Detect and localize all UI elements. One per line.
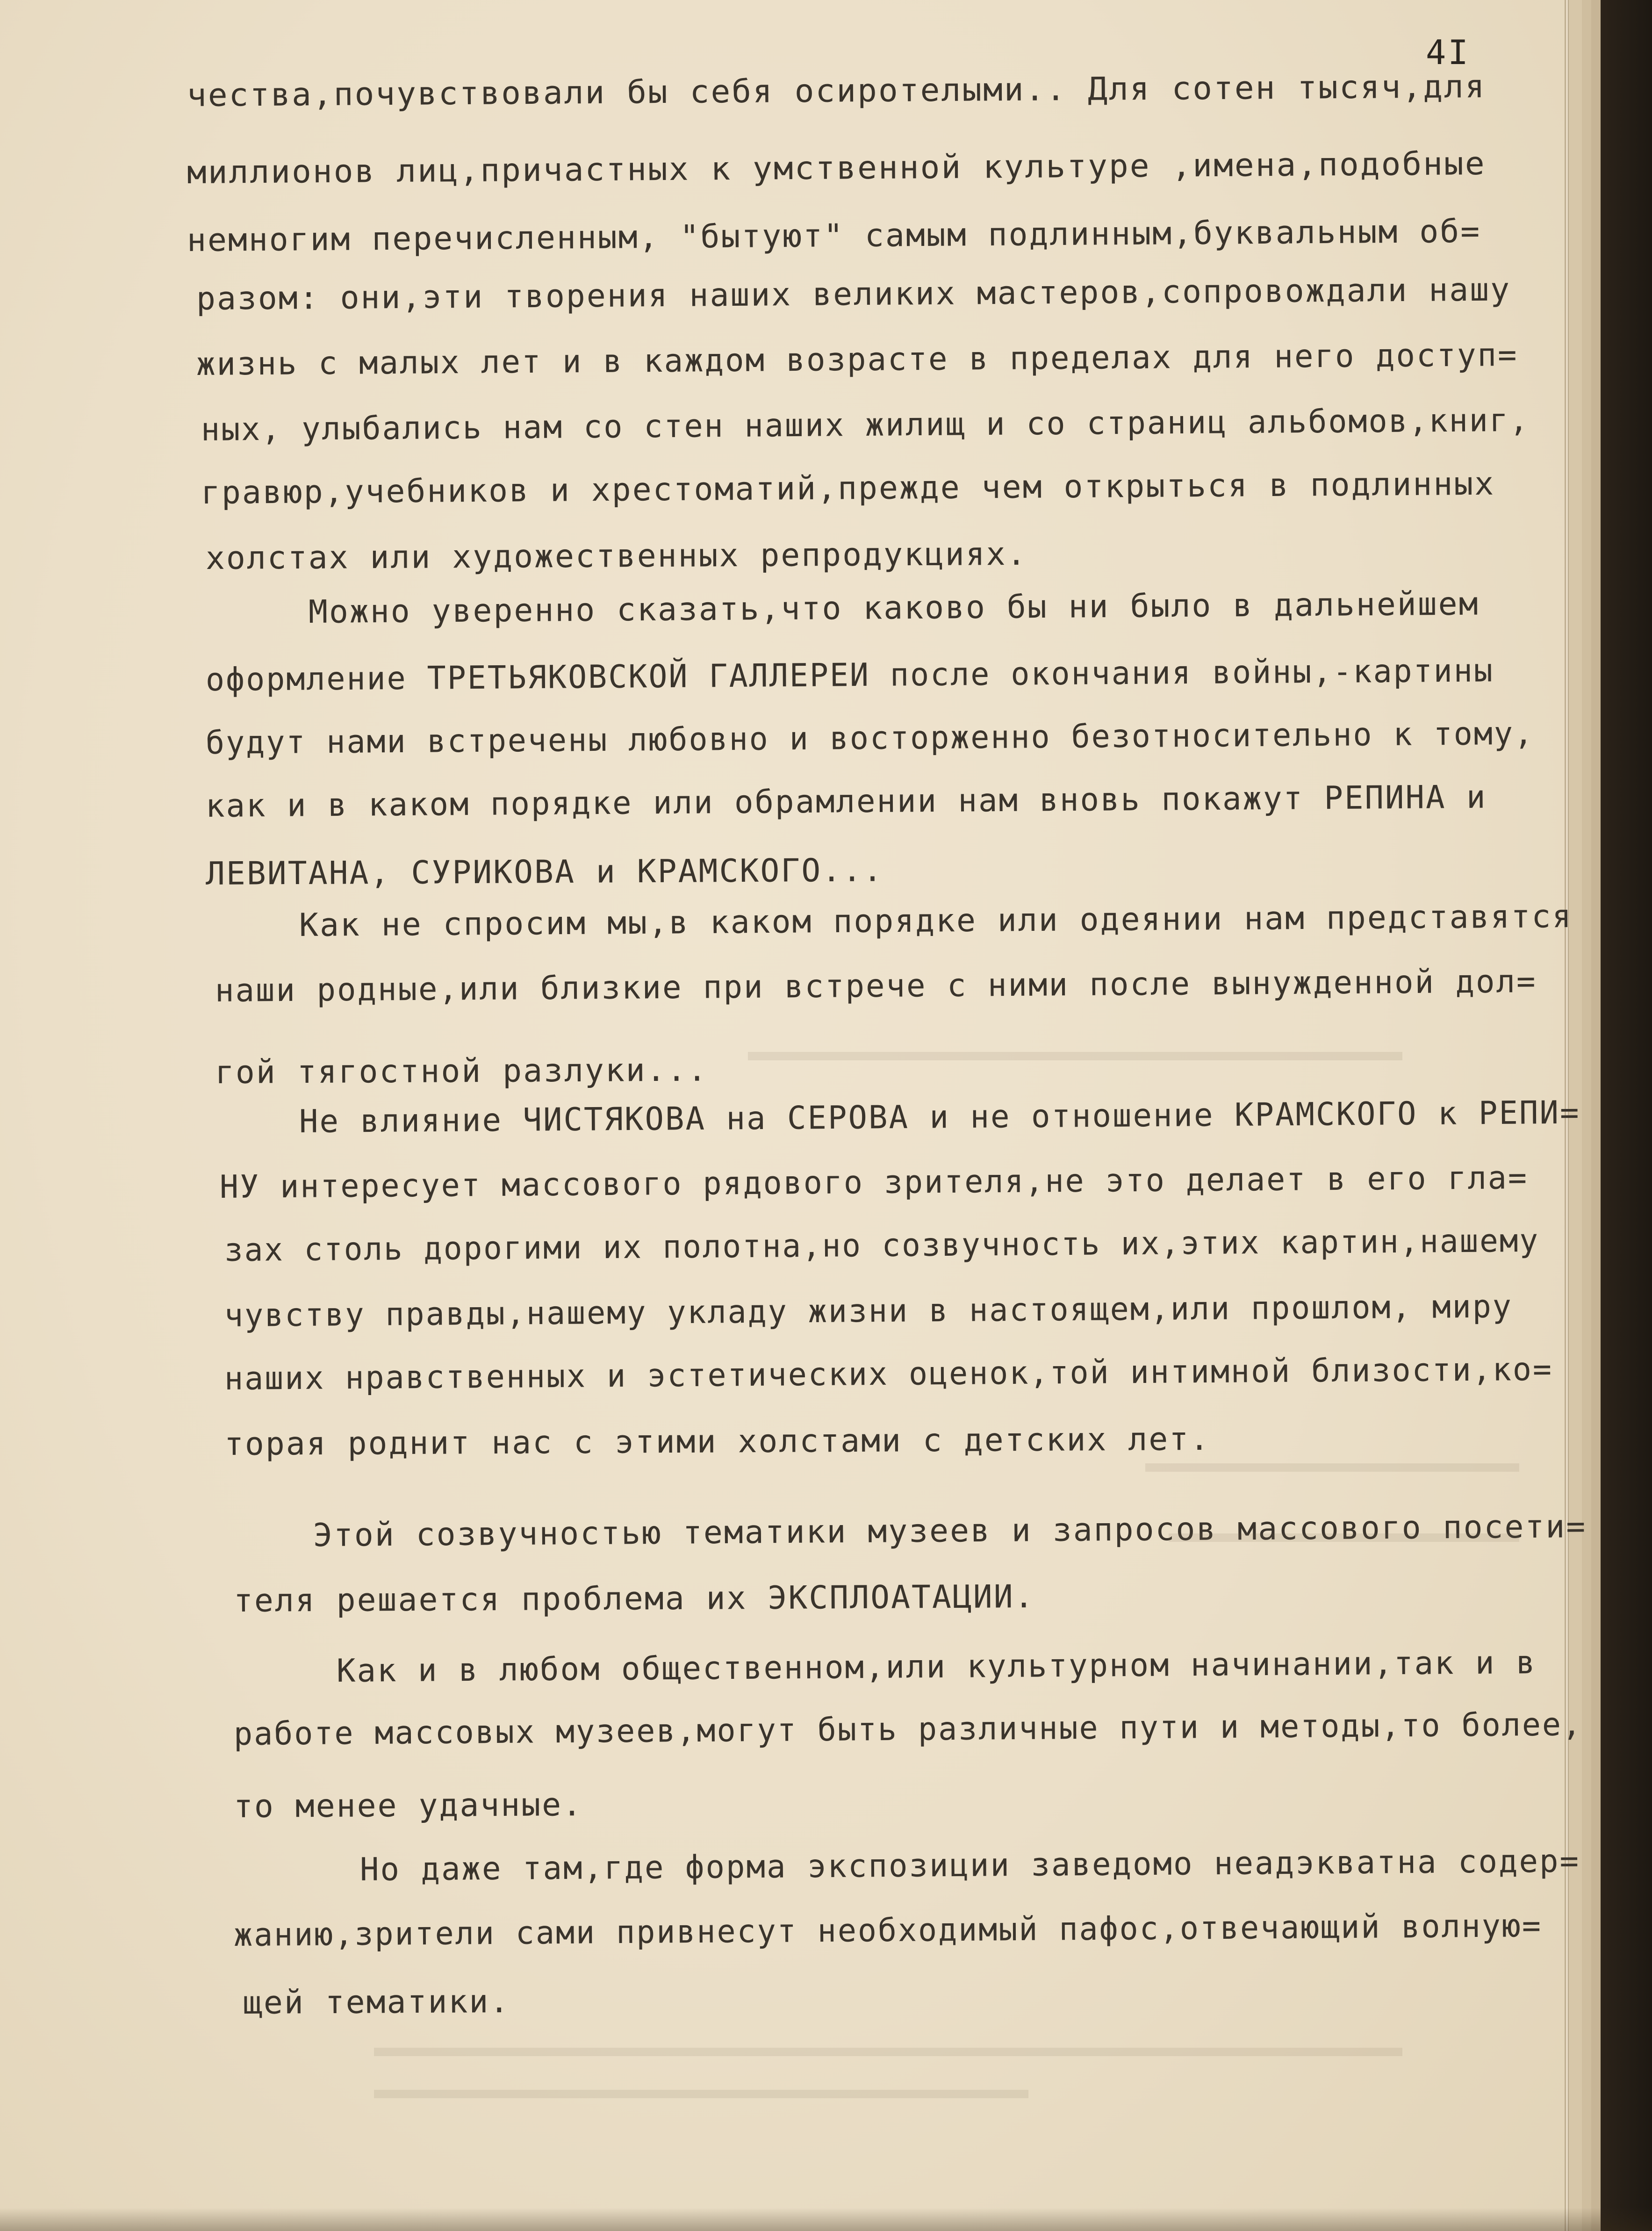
paragraph-first-line: Но даже там,где форма экспозиции заведомо неадэкватна содер= bbox=[359, 1842, 1580, 1888]
show-through-mark bbox=[1145, 1463, 1519, 1472]
show-through-mark bbox=[748, 1052, 1402, 1060]
text-line: оформление ТРЕТЬЯКОВСКОЙ ГАЛЛЕРЕИ после окончания войны,-картины bbox=[205, 652, 1494, 698]
text-line: ных, улыбались нам со стен наших жилищ и со страниц альбомов,книг, bbox=[201, 402, 1530, 448]
text-line: теля решается проблема их ЭКСПЛОАТАЦИИ. bbox=[233, 1578, 1035, 1619]
text-line: наши родные,или близкие при встрече с ними после вынужденной дол= bbox=[215, 963, 1537, 1009]
text-line: работе массовых музеев,могут быть различные пути и методы,то более, bbox=[233, 1706, 1583, 1753]
paragraph-first-line: Как и в любом общественном,или культурном начинании,так и в bbox=[336, 1644, 1537, 1690]
text-line: разом: они,эти творения наших великих мастеров,сопровождали нашу bbox=[196, 271, 1511, 317]
bottom-shadow bbox=[0, 2208, 1652, 2231]
text-line: щей тематики. bbox=[243, 1983, 510, 2022]
text-line: немногим перечисленным, "бытуют" самым подлинным,буквальным об= bbox=[187, 213, 1481, 259]
paragraph-first-line: Этой созвучностью тематики музеев и запросов массового посети= bbox=[313, 1508, 1587, 1554]
show-through-mark bbox=[374, 2048, 1402, 2056]
text-line: миллионов лиц,причастных к умственной культуре ,имена,подобные bbox=[187, 145, 1486, 191]
text-line: гой тягостной разлуки... bbox=[215, 1051, 708, 1091]
text-line: холстах или художественных репродукциях. bbox=[205, 535, 1027, 577]
page-stack-edge bbox=[1590, 0, 1601, 2231]
text-line: как и в каком порядке или обрамлении нам вновь покажут РЕПИНА и bbox=[205, 778, 1487, 825]
text-line: жизнь с малых лет и в каждом возрасте в пределах для него доступ= bbox=[196, 337, 1518, 383]
page-number: 4I bbox=[1426, 33, 1470, 72]
text-line: НУ интересует массового рядового зрителя,не это делает в его гла= bbox=[219, 1159, 1529, 1206]
show-through-mark bbox=[374, 2090, 1028, 2098]
paragraph-first-line: Можно уверенно сказать,что каково бы ни было в дальнейшем bbox=[308, 585, 1480, 631]
text-line: зах столь дорогими их полотна,но созвучность их,этих картин,нашему bbox=[224, 1222, 1540, 1269]
text-line: торая роднит нас с этими холстами с детских лет. bbox=[224, 1420, 1211, 1463]
text-line: чества,почувствовали бы себя осиротелыми.. Для сотен тысяч,для bbox=[187, 68, 1486, 114]
paragraph-first-line: Не влияние ЧИСТЯКОВА на СЕРОВА и не отношение КРАМСКОГО к РЕПИ= bbox=[299, 1094, 1580, 1140]
paragraph-first-line: Как не спросим мы,в каком порядке или одеянии нам представятся bbox=[299, 898, 1573, 944]
text-line: ЛЕВИТАНА, СУРИКОВА и КРАМСКОГО... bbox=[205, 852, 884, 892]
text-line: гравюр,учебников и хрестоматий,прежде чем открыться в подлинных bbox=[201, 465, 1495, 511]
text-line: чувству правды,нашему укладу жизни в настоящем,или прошлом, миру bbox=[224, 1288, 1513, 1334]
text-line: будут нами встречены любовно и восторженно безотносительно к тому, bbox=[205, 715, 1535, 762]
show-through-mark bbox=[1169, 1533, 1519, 1542]
text-line: то менее удачные. bbox=[233, 1786, 583, 1825]
text-line: наших нравственных и эстетических оценок,той интимной близости,ко= bbox=[224, 1351, 1553, 1397]
text-line: жанию,зрители сами привнесут необходимый пафос,отвечающий волную= bbox=[233, 1907, 1543, 1954]
